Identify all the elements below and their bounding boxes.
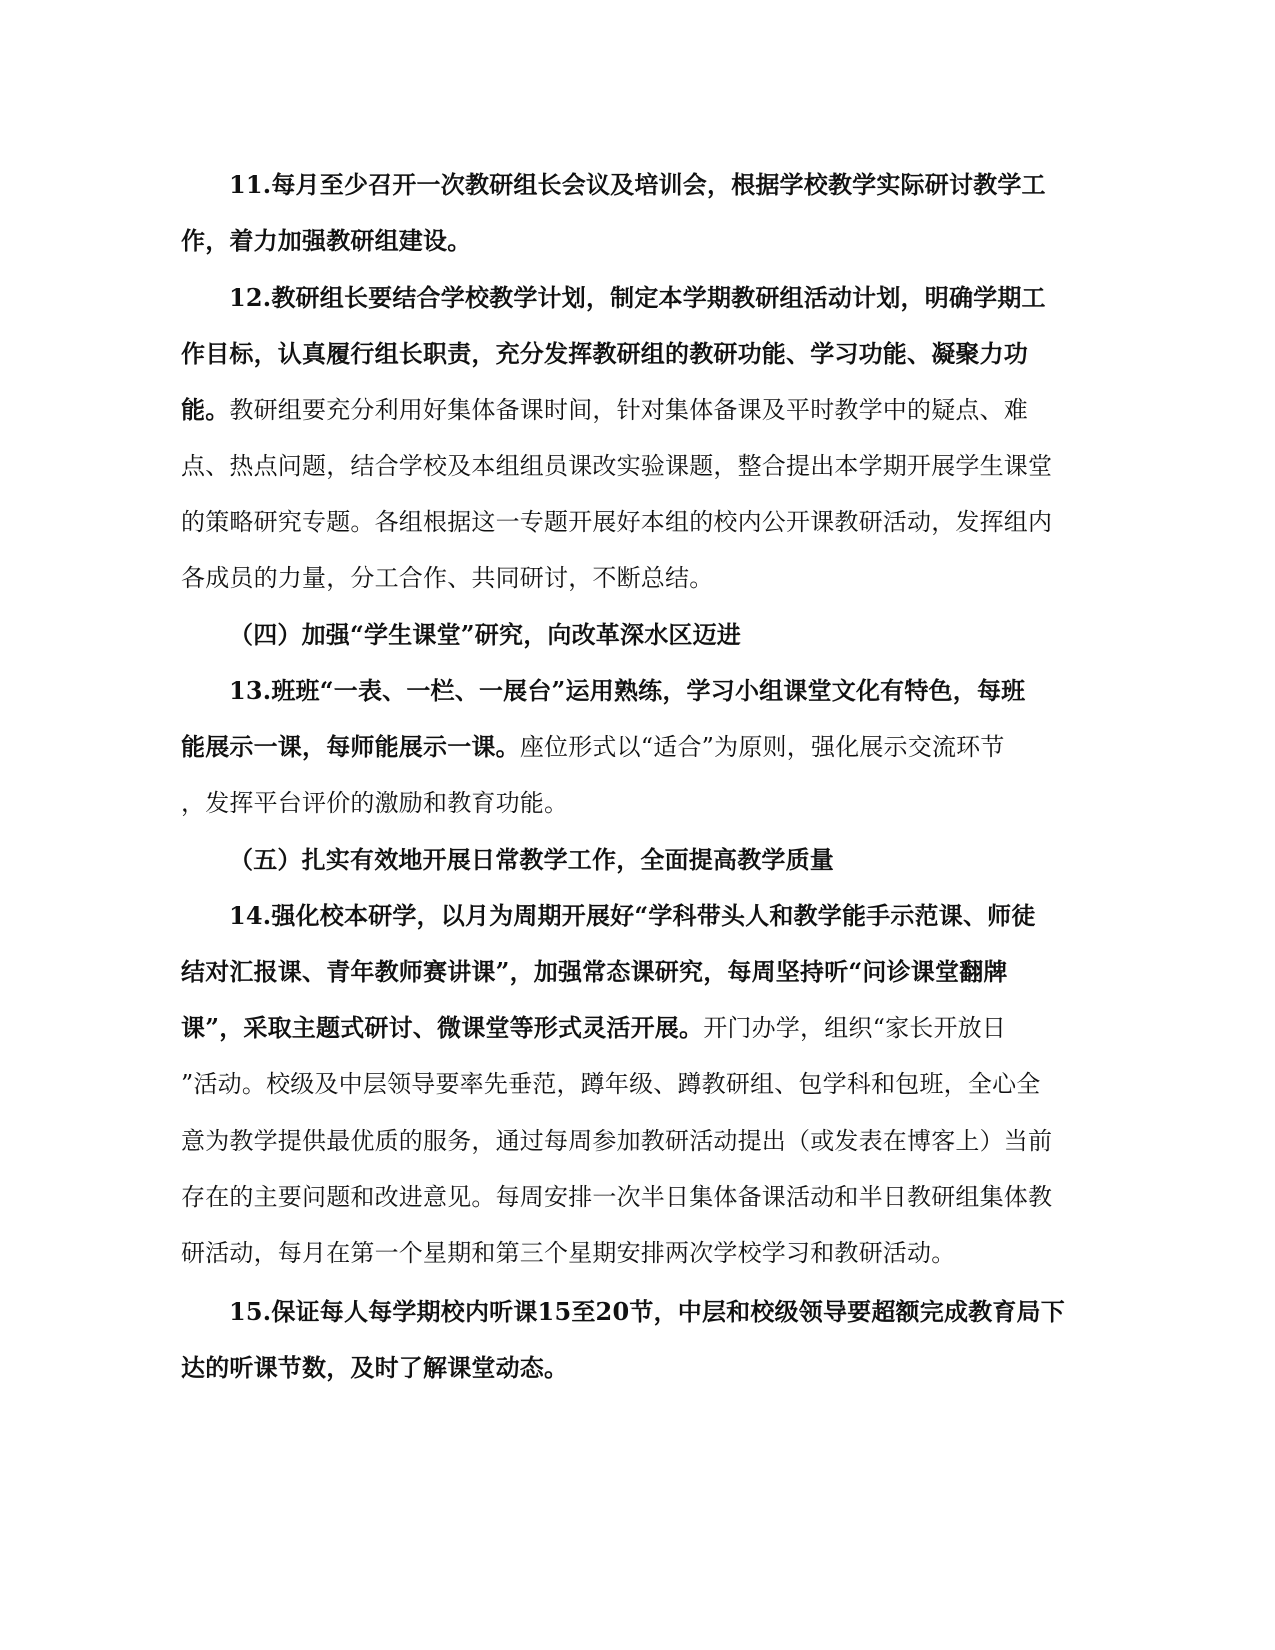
bold-run: 14.强化校本研学，以月为周期开展好“学科带头人和教学能手示范课、师徒 [229,901,1036,930]
text-line [181,226,471,256]
bold-run: 作目标，认真履行组长职责，充分发挥教研组的教研功能、学习功能、凝聚力功 [181,339,1028,368]
normal-run: ，发挥平台评价的激励和教育功能。 [181,789,569,817]
normal-run: 教研组要充分利用好集体备课时间，针对集体备课及平时教学中的疑点、难 [229,396,1029,424]
bold-run: 15.保证每人每学期校内听课15至20节，中层和校级领导要超额完成教育局下 [229,1297,1065,1326]
text-line [181,1013,1006,1043]
section-heading [229,620,741,650]
text-line [229,676,1025,706]
text-line [181,957,1008,987]
bold-run: （五）扎实有效地开展日常教学工作，全面提高教学质量 [229,845,834,874]
normal-run: 意为教学提供最优质的服务，通过每周参加教研活动提出（或发表在博客上）当前 [181,1127,1053,1155]
text-line [181,788,568,818]
text-line [181,1182,1052,1212]
text-line [229,170,1046,200]
text-line [229,1297,1065,1327]
text-line [181,1069,1040,1099]
normal-run: 研活动，每月在第一个星期和第三个星期安排两次学校学习和教研活动。 [181,1239,956,1267]
normal-run: 开门办学，组织“家长开放日 [703,1014,1007,1042]
text-line [181,451,1052,481]
bold-run: 作，着力加强教研组建设。 [181,226,472,255]
normal-run: 的策略研究专题。各组根据这一专题开展好本组的校内公开课教研活动，发挥组内 [181,508,1053,536]
normal-run: 各成员的力量，分工合作、共同研讨，不断总结。 [181,564,714,592]
bold-run: 能展示一课，每师能展示一课。 [181,732,520,761]
normal-run: 存在的主要问题和改进意见。每周安排一次半日集体备课活动和半日教研组集体教 [181,1183,1053,1211]
bold-run: 课”，采取主题式研讨、微课堂等形式灵活开展。 [181,1013,704,1042]
bold-run: 12.教研组长要结合学校教学计划，制定本学期教研组活动计划，明确学期工 [229,283,1046,312]
text-line [181,1238,955,1268]
bold-run: （四）加强“学生课堂”研究，向改革深水区迈进 [229,620,742,649]
text-line [181,507,1052,537]
text-line [181,395,1028,425]
bold-run: 达的听课节数，及时了解课堂动态。 [181,1353,569,1382]
normal-run: ”活动。校级及中层领导要率先垂范，蹲年级、蹲教研组、包学科和包班，全心全 [181,1070,1041,1098]
text-line [181,563,713,593]
section-heading [229,845,834,875]
text-line [229,901,1036,931]
normal-run: 座位形式以“适合”为原则，强化展示交流环节 [519,733,1005,761]
text-line [181,339,1028,369]
text-line [181,1353,568,1383]
bold-run: 11.每月至少召开一次教研组长会议及培训会，根据学校教学实际研讨教学工 [229,170,1046,199]
text-line [229,283,1046,313]
normal-run: 点、热点问题，结合学校及本组组员课改实验课题，整合提出本学期开展学生课堂 [181,452,1053,480]
text-line [181,1126,1052,1156]
bold-run: 结对汇报课、青年教师赛讲课”，加强常态课研究，每周坚持听“问诊课堂翻牌 [181,957,1008,986]
text-line [181,732,1005,762]
bold-run: 能。 [181,395,230,424]
bold-run: 13.班班“一表、一栏、一展台”运用熟练，学习小组课堂文化有特色，每班 [229,676,1026,705]
